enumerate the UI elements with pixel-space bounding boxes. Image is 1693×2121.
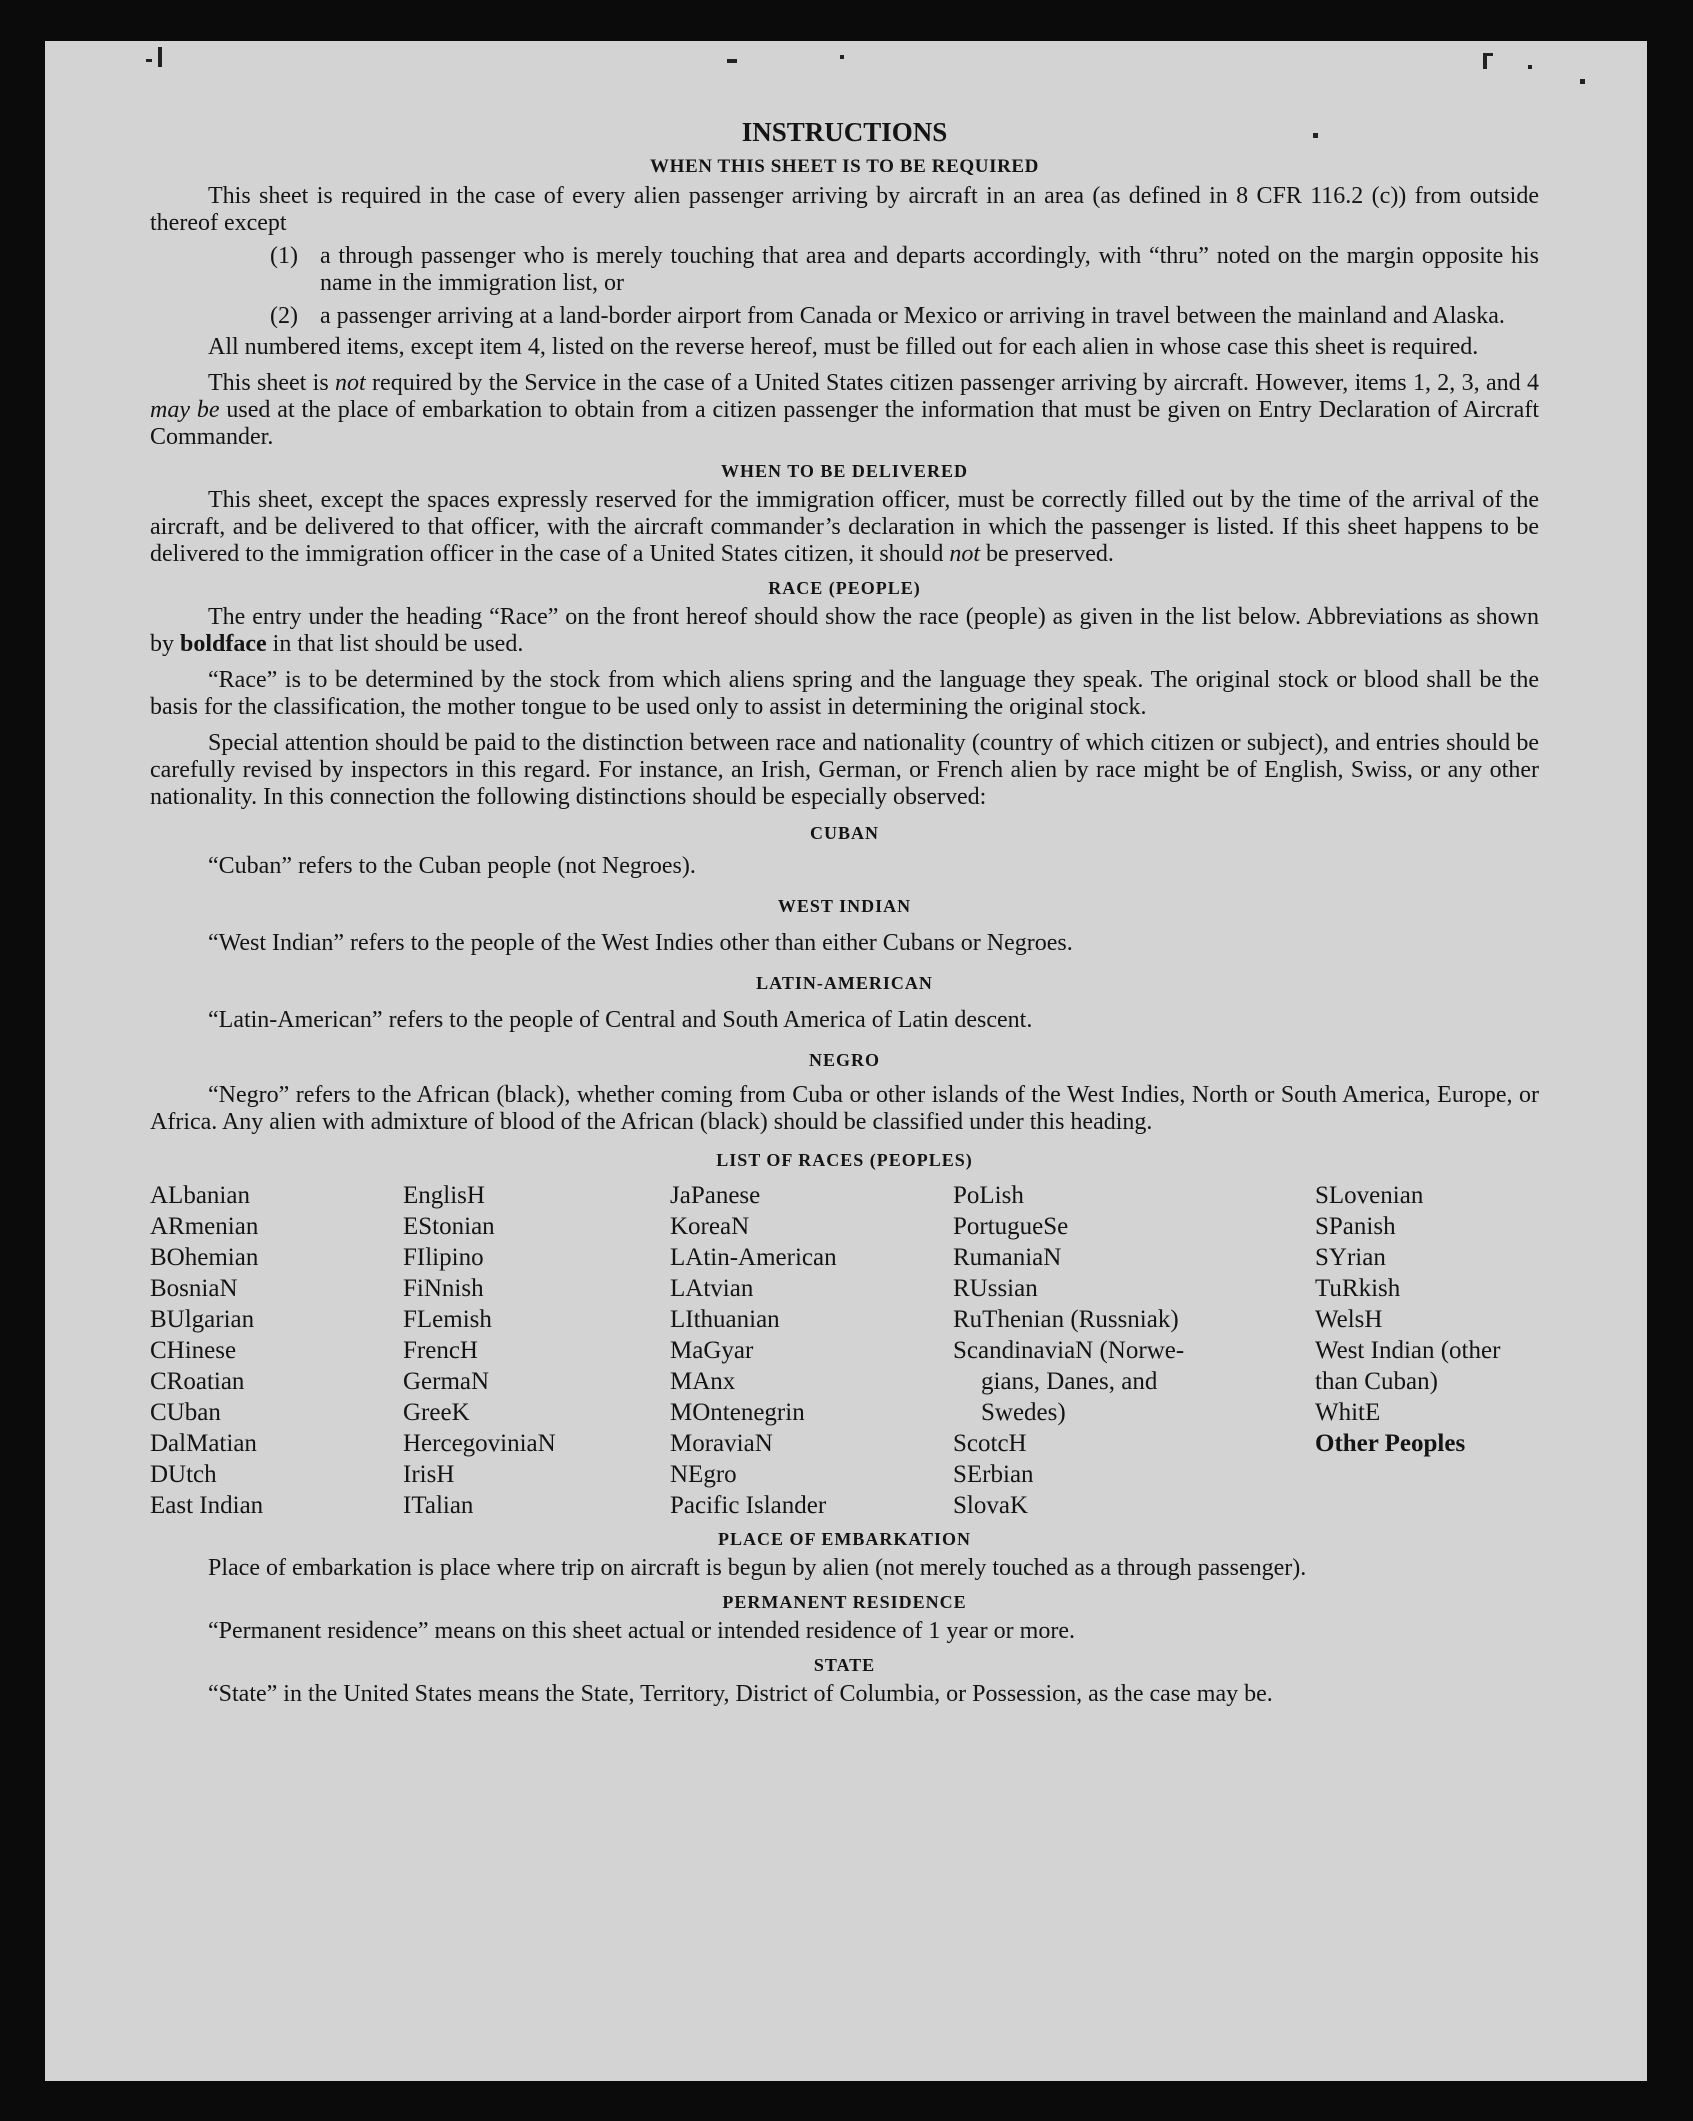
list-item: ScandinaviaN (Norwe- [953,1337,1185,1364]
list-item: PortugueSe [953,1213,1069,1240]
race-column-2 [403,1180,670,1521]
list-item: MOntenegrin [670,1399,805,1426]
paragraph-citizen-passenger: This sheet is not required by the Service in the case of a United States citizen passenger arriving by aircraft. However, items 1, 2, 3, and 4 may be used at the place of embarkation to obtain from a citizen passenger the information that must be given on Entry Declaration of Aircraft Commander. [150,370,1539,450]
list-item: GermaN [403,1368,490,1395]
list-item: TuRkish [1315,1275,1401,1302]
list-item: CHinese [150,1337,237,1364]
exception-item-2 [270,303,1539,330]
race-column-3 [670,1180,953,1521]
list-item: BOhemian [150,1244,259,1271]
list-item: FrencH [403,1337,478,1364]
list-item: Pacific Islander [670,1492,827,1519]
heading-latin-american: LATIN-AMERICAN [756,973,933,993]
list-item: LAtvian [670,1275,754,1302]
list-item: IrisH [403,1461,455,1488]
list-item: LAtin-American [670,1244,837,1271]
heading-cuban: CUBAN [809,823,879,843]
heading-state: STATE [813,1655,876,1675]
list-item: WelsH [1315,1306,1383,1333]
list-item: Swedes) [981,1399,1066,1426]
heading-permanent-residence: PERMANENT RESIDENCE [722,1592,967,1612]
list-item: JaPanese [670,1182,761,1209]
list-item: BUlgarian [150,1306,255,1333]
list-item: SErbian [953,1461,1034,1488]
paragraph-negro: “Negro” refers to the African (black), whether coming from Cuba or other islands of the West Indies, North or South America, Europe, or Africa. Any alien with admixture of blood of the African (black) should be classified under this heading. [150,1082,1539,1135]
list-item: SPanish [1315,1213,1396,1240]
list-item: FIlipino [403,1244,484,1271]
list-item: WhitE [1315,1399,1381,1426]
list-item: West Indian (other [1315,1337,1501,1364]
paragraph-state: “State” in the United States means the State, Territory, District of Columbia, or Possession, as the case may be. [208,1681,1273,1707]
list-item: KoreaN [670,1213,750,1240]
exception-item-1 [270,243,1539,297]
list-item: EnglisH [403,1182,485,1209]
list-item: SlovaK [953,1492,1028,1519]
list-item: GreeK [403,1399,470,1426]
page-title: INSTRUCTIONS [741,117,948,147]
list-item: East Indian [150,1492,264,1519]
list-item: BosniaN [150,1275,238,1302]
list-item: SLovenian [1315,1182,1424,1209]
paragraph-delivery: This sheet, except the spaces expressly reserved for the immigration officer, must be correctly filled out by the time of the arrival of the aircraft, and be delivered to that officer, with the aircraft commander’s declaration in which the passenger is listed. If this sheet happens to be delivered to the immigration officer in the case of a United States citizen, it should not be preserved. [150,487,1539,567]
heading-place-of-embarkation: PLACE OF EMBARKATION [717,1529,971,1549]
race-column-4 [953,1180,1315,1521]
list-item: DUtch [150,1461,217,1488]
list-item: DalMatian [150,1430,257,1457]
paragraph-west-indian: “West Indian” refers to the people of the West Indies other than either Cubans or Negroes. [208,930,1073,956]
list-item: SYrian [1315,1244,1386,1271]
list-item: MoraviaN [670,1430,773,1457]
heading-when-delivered: WHEN TO BE DELIVERED [721,461,968,481]
list-item: CUban [150,1399,221,1426]
list-item: gians, Danes, and [981,1368,1158,1395]
race-list [150,1180,1539,1521]
list-item: Other Peoples [1315,1430,1466,1457]
list-item: NEgro [670,1461,737,1488]
list-item: CRoatian [150,1368,245,1395]
item-text: a passenger arriving at a land-border airport from Canada or Mexico or arriving in travel between the mainland and Alaska. [320,303,1505,329]
heading-when-required: WHEN THIS SHEET IS TO BE REQUIRED [649,156,1040,177]
list-item: ALbanian [150,1182,250,1209]
list-item: than Cuban) [1315,1368,1438,1395]
paragraph-race-entry: The entry under the heading “Race” on the front hereof should show the race (people) as given in the list below. Abbreviations as shown by boldface in that list should be used. [150,604,1539,657]
list-item: LIthuanian [670,1306,780,1333]
heading-race: RACE (PEOPLE) [768,578,921,598]
heading-negro: NEGRO [808,1050,880,1070]
list-item: ScotcH [953,1430,1027,1457]
document-page [45,41,1647,2081]
list-item: HercegoviniaN [403,1430,556,1457]
paragraph-numbered-items: All numbered items, except item 4, listed on the reverse hereof, must be filled out for each alien in whose case this sheet is required. [208,334,1479,360]
list-item: RUssian [953,1275,1038,1302]
paragraph-required-intro: This sheet is required in the case of every alien passenger arriving by aircraft in an area (as defined in 8 CFR 116.2 (c)) from outside thereof except [150,183,1539,236]
paragraph-latin-american: “Latin-American” refers to the people of Central and South America of Latin descent. [208,1007,1033,1033]
list-item: PoLish [953,1182,1024,1209]
item-text: a through passenger who is merely touching that area and departs accordingly, with “thru” noted on the margin opposite his name in the immigration list, or [320,243,1539,296]
list-item: EStonian [403,1213,495,1240]
item-number: (2) [270,303,298,329]
paragraph-race-stock: “Race” is to be determined by the stock from which aliens spring and the language they speak. The original stock or blood shall be the basis for the classification, the mother tongue to be used only to assist in determining the original stock. [150,667,1539,720]
race-column-1 [150,1180,403,1521]
list-item: FiNnish [403,1275,484,1302]
list-item: RuThenian (Russniak) [953,1306,1179,1333]
list-item: RumaniaN [953,1244,1062,1271]
paragraph-embarkation: Place of embarkation is place where trip on aircraft is begun by alien (not merely touched as a through passenger). [208,1555,1307,1581]
paragraph-residence: “Permanent residence” means on this sheet actual or intended residence of 1 year or more. [208,1618,1075,1644]
heading-list-of-races: LIST OF RACES (PEOPLES) [716,1150,973,1170]
heading-west-indian: WEST INDIAN [777,896,912,916]
paragraph-cuban: “Cuban” refers to the Cuban people (not Negroes). [208,853,696,879]
paragraph-race-nationality: Special attention should be paid to the distinction between race and nationality (country of which citizen or subject), and entries should be carefully revised by inspectors in this regard. For instance, an Irish, German, or French alien by race might be of English, Swiss, or any other nationality. In this connection the following distinctions should be especially observed: [150,730,1539,810]
list-item: FLemish [403,1306,492,1333]
list-item: MAnx [670,1368,736,1395]
list-item: ITalian [403,1492,474,1519]
race-column-5 [1315,1180,1537,1521]
item-number: (1) [270,243,298,269]
list-item: MaGyar [670,1337,754,1364]
list-item: ARmenian [150,1213,259,1240]
